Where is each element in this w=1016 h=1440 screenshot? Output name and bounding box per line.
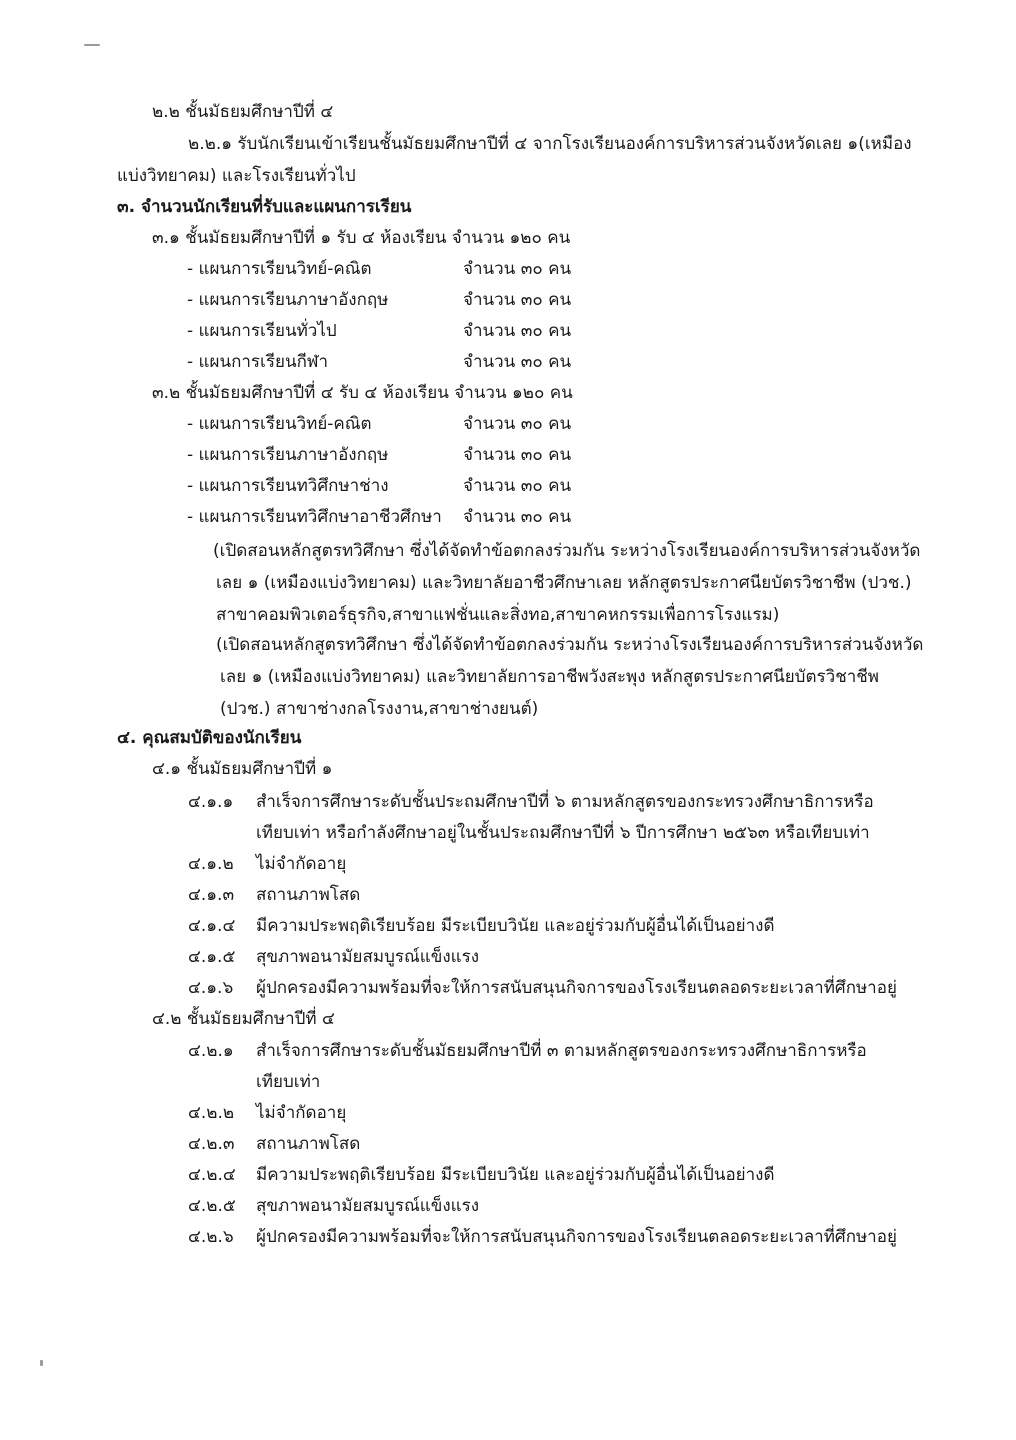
plan-name: - แผนการเรียนวิทย์-คณิต (187, 414, 372, 434)
item-number: ๔.๒.๖ (188, 1227, 234, 1247)
scan-speck (84, 44, 100, 46)
item-number: ๔.๑.๑ (188, 792, 234, 812)
qualification-item (188, 1160, 775, 1190)
qualification-item (188, 849, 346, 879)
item-text: สุขภาพอนามัยสมบูรณ์แข็งแรง (256, 947, 480, 967)
plan-count: จำนวน ๓๐ คน (463, 352, 572, 372)
plan-count: จำนวน ๓๐ คน (463, 445, 572, 465)
qualification-item (188, 787, 874, 817)
item-number: ๔.๒.๕ (188, 1196, 236, 1216)
plan-count: จำนวน ๓๐ คน (463, 259, 572, 279)
plan-name: - แผนการเรียนภาษาอังกฤษ (187, 290, 389, 310)
section-3-1-heading: ๓.๑ ชั้นมัธยมศึกษาปีที่ ๑ รับ ๔ ห้องเรียน จำนวน ๑๒๐ คน (152, 228, 571, 248)
item-text: ผู้ปกครองมีความพร้อมที่จะให้การสนับสนุนกิจการของโรงเรียนตลอดระยะเวลาที่ศึกษาอยู่ (256, 978, 897, 998)
plan-name: - แผนการเรียนทวิศึกษาอาชีวศึกษา (187, 507, 442, 527)
plan-row (187, 316, 607, 346)
qualification-item (188, 1222, 897, 1252)
section-4-2-heading: ๔.๒ ชั้นมัธยมศึกษาปีที่ ๔ (152, 1009, 335, 1029)
item-number: ๔.๑.๔ (188, 916, 236, 936)
section-4-1-heading: ๔.๑ ชั้นมัธยมศึกษาปีที่ ๑ (152, 759, 333, 779)
dual-program-note-1-line: (เปิดสอนหลักสูตรทวิศึกษา ซึ่งได้จัดทำข้อตกลงร่วมกัน ระหว่างโรงเรียนองค์การบริหารส่วนจังหวัด (213, 541, 921, 561)
qualification-item (188, 880, 360, 910)
scan-speck (40, 1360, 43, 1366)
section-3-2-heading: ๓.๒ ชั้นมัธยมศึกษาปีที่ ๔ รับ ๔ ห้องเรียน จำนวน ๑๒๐ คน (152, 383, 573, 403)
item-text: ผู้ปกครองมีความพร้อมที่จะให้การสนับสนุนกิจการของโรงเรียนตลอดระยะเวลาที่ศึกษาอยู่ (256, 1227, 897, 1247)
qualification-item (188, 1036, 867, 1066)
plan-row (187, 254, 607, 284)
plan-name: - แผนการเรียนภาษาอังกฤษ (187, 445, 389, 465)
section-2-2-1-continuation: แบ่งวิทยาคม) และโรงเรียนทั่วไป (117, 166, 356, 186)
qualification-item (188, 1098, 346, 1128)
item-number: ๔.๑.๓ (188, 885, 235, 905)
qualification-item (188, 973, 897, 1003)
item-text: สำเร็จการศึกษาระดับชั้นมัธยมศึกษาปีที่ ๓ ตามหลักสูตรของกระทรวงศึกษาธิการหรือ (256, 1041, 867, 1061)
item-text: สุขภาพอนามัยสมบูรณ์แข็งแรง (256, 1196, 480, 1216)
item-text: สถานภาพโสด (256, 885, 361, 905)
dual-program-note-1-line: เลย ๑ (เหมืองแบ่งวิทยาคม) และวิทยาลัยอาชีวศึกษาเลย หลักสูตรประกาศนียบัตรวิชาชีพ (ปวช.) (216, 573, 912, 593)
item-number: ๔.๑.๒ (188, 854, 234, 874)
plan-count: จำนวน ๓๐ คน (463, 476, 572, 496)
qualification-item (188, 942, 479, 972)
item-text: สถานภาพโสด (256, 1134, 361, 1154)
dual-program-note-1-line: สาขาคอมพิวเตอร์ธุรกิจ,สาขาแฟชั่นและสิ่งทอ,สาขาคหกรรมเพื่อการโรงแรม) (216, 605, 780, 625)
plan-row (187, 347, 607, 377)
dual-program-note-2-line: (ปวช.) สาขาช่างกลโรงงาน,สาขาช่างยนต์) (220, 699, 539, 719)
plan-count: จำนวน ๓๐ คน (463, 290, 572, 310)
qualification-item (188, 1191, 479, 1221)
section-2-2-1-line: ๒.๒.๑ รับนักเรียนเข้าเรียนชั้นมัธยมศึกษาปีที่ ๔ จากโรงเรียนองค์การบริหารส่วนจังหวัดเลย ๑(เหมือง (188, 134, 912, 154)
plan-count: จำนวน ๓๐ คน (463, 507, 572, 527)
qualification-item (188, 911, 775, 941)
plan-row (187, 471, 607, 501)
section-3-heading: ๓. จำนวนนักเรียนที่รับและแผนการเรียน (117, 197, 412, 217)
qualification-item-continuation: เทียบเท่า (256, 1072, 321, 1092)
plan-name: - แผนการเรียนกีฬา (187, 352, 329, 372)
item-text: มีความประพฤติเรียบร้อย มีระเบียบวินัย และอยู่ร่วมกับผู้อื่นได้เป็นอย่างดี (256, 1165, 775, 1185)
qualification-item-continuation: เทียบเท่า หรือกำลังศึกษาอยู่ในชั้นประถมศึกษาปีที่ ๖ ปีการศึกษา ๒๕๖๓ หรือเทียบเท่า (256, 823, 870, 843)
section-4-heading: ๔. คุณสมบัติของนักเรียน (117, 728, 302, 748)
plan-row (187, 409, 607, 439)
item-number: ๔.๑.๕ (188, 947, 236, 967)
plan-row (187, 502, 607, 532)
plan-name: - แผนการเรียนทั่วไป (187, 321, 337, 341)
plan-count: จำนวน ๓๐ คน (463, 414, 572, 434)
qualification-item (188, 1129, 360, 1159)
item-text: สำเร็จการศึกษาระดับชั้นประถมศึกษาปีที่ ๖ ตามหลักสูตรของกระทรวงศึกษาธิการหรือ (256, 792, 874, 812)
section-2-2-heading: ๒.๒ ชั้นมัธยมศึกษาปีที่ ๔ (152, 102, 334, 122)
dual-program-note-2-line: (เปิดสอนหลักสูตรทวิศึกษา ซึ่งได้จัดทำข้อตกลงร่วมกัน ระหว่างโรงเรียนองค์การบริหารส่วนจังหวัด (216, 635, 924, 655)
plan-name: - แผนการเรียนวิทย์-คณิต (187, 259, 372, 279)
item-text: มีความประพฤติเรียบร้อย มีระเบียบวินัย และอยู่ร่วมกับผู้อื่นได้เป็นอย่างดี (256, 916, 775, 936)
plan-row (187, 285, 607, 315)
item-number: ๔.๒.๔ (188, 1165, 236, 1185)
item-text: ไม่จำกัดอายุ (256, 1103, 347, 1123)
item-text: ไม่จำกัดอายุ (256, 854, 347, 874)
plan-count: จำนวน ๓๐ คน (463, 321, 572, 341)
item-number: ๔.๒.๒ (188, 1103, 235, 1123)
item-number: ๔.๑.๖ (188, 978, 234, 998)
item-number: ๔.๒.๓ (188, 1134, 235, 1154)
plan-row (187, 440, 607, 470)
plan-name: - แผนการเรียนทวิศึกษาช่าง (187, 476, 389, 496)
item-number: ๔.๒.๑ (188, 1041, 234, 1061)
dual-program-note-2-line: เลย ๑ (เหมืองแบ่งวิทยาคม) และวิทยาลัยการอาชีพวังสะพุง หลักสูตรประกาศนียบัตรวิชาชีพ (220, 667, 880, 687)
